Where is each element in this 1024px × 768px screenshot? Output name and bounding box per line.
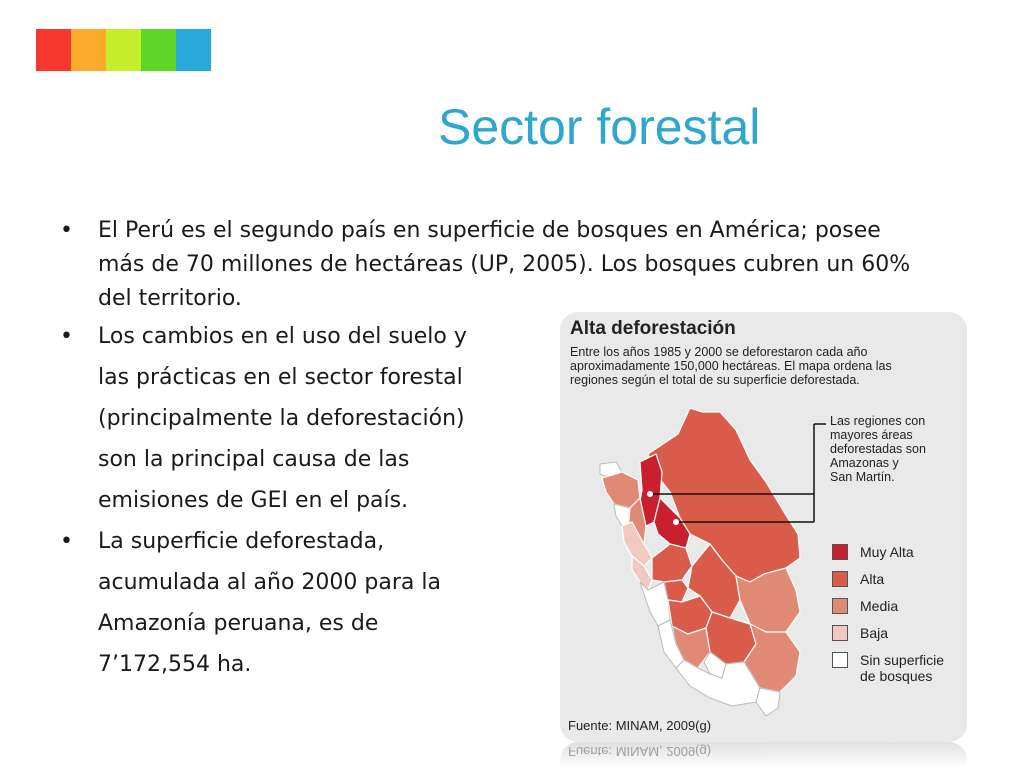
bullet-line: más de 70 millones de hectáreas (UP, 2005). Los bosques cubren un 60%	[98, 252, 911, 277]
slide-title: Sector forestal	[438, 99, 761, 155]
figure-description-line: Entre los años 1985 y 2000 se deforestaron cada año	[570, 345, 868, 359]
color-block-blue	[176, 29, 211, 71]
map-callout	[830, 414, 965, 484]
legend-swatch	[832, 571, 848, 587]
bullet-line: 7’172,554 ha.	[98, 652, 252, 677]
figure-description-line: aproximadamente 150,000 hectáreas. El mapa ordena las	[570, 359, 892, 373]
legend-label: Sin superficie	[860, 652, 945, 668]
amazonas-marker	[647, 491, 653, 497]
callout-line-text: Las regiones con	[830, 414, 926, 428]
bullet-line: Los cambios en el uso del suelo y	[98, 324, 467, 349]
color-block-green	[141, 29, 176, 71]
map-region-tacna	[756, 688, 780, 716]
legend-swatch	[832, 544, 848, 560]
figure-reflection	[560, 742, 967, 768]
bullet-line: El Perú es el segundo país en superficie de bosques en América; posee	[98, 218, 881, 243]
bullet-line: son la principal causa de las	[98, 447, 410, 472]
callout-line-text: mayores áreas	[830, 428, 913, 442]
color-bar	[36, 29, 211, 71]
san-martin-marker	[673, 519, 679, 525]
map-region-piura	[602, 472, 640, 508]
map-legend	[832, 544, 944, 692]
legend-item-sin-superficie	[832, 652, 944, 692]
callout-line-text: deforestadas son	[830, 442, 926, 456]
legend-item-media	[832, 598, 944, 625]
bullet-item	[56, 214, 978, 316]
color-block-orange	[71, 29, 106, 71]
map-region-huanuco	[652, 544, 692, 582]
bullet-line: del territorio.	[98, 286, 242, 311]
figure-source: Fuente: MINAM, 2009(g)	[568, 718, 712, 733]
legend-swatch	[832, 652, 848, 668]
color-block-red	[36, 29, 71, 71]
legend-label: Baja	[860, 625, 889, 641]
bullet-line: (principalmente la deforestación)	[98, 406, 465, 431]
bullet-dot: •	[60, 218, 73, 243]
bullet-dot: •	[60, 529, 73, 554]
reflection-text: Fuente: MINAM, 2009(g)	[568, 744, 712, 759]
legend-label: Alta	[860, 571, 885, 587]
legend-item-baja	[832, 625, 944, 652]
map-region-lima	[640, 582, 670, 626]
legend-label: Muy Alta	[860, 544, 914, 560]
bullet-line: Amazonía peruana, es de	[98, 611, 379, 636]
deforestation-map-figure	[560, 312, 967, 742]
legend-item-muy-alta	[832, 544, 944, 571]
legend-swatch	[832, 625, 848, 641]
bullet-item	[56, 316, 518, 521]
legend-label: de bosques	[860, 668, 933, 684]
legend-item-alta	[832, 571, 944, 598]
bullet-line: las prácticas en el sector forestal	[98, 365, 463, 390]
figure-description-line: regiones según el total de su superficie deforestada.	[570, 373, 860, 387]
figure-title: Alta deforestación	[570, 318, 736, 339]
callout-line-text: San Martín.	[830, 470, 895, 484]
color-block-lime	[106, 29, 141, 71]
bullet-line: emisiones de GEI en el país.	[98, 488, 409, 513]
callout-line-text: Amazonas y	[830, 456, 899, 470]
legend-label: Media	[860, 598, 899, 614]
bullet-dot: •	[60, 324, 73, 349]
bullet-line: acumulada al año 2000 para la	[98, 570, 441, 595]
bullet-item	[56, 521, 518, 685]
legend-swatch	[832, 598, 848, 614]
bullet-line: La superficie deforestada,	[98, 529, 385, 554]
